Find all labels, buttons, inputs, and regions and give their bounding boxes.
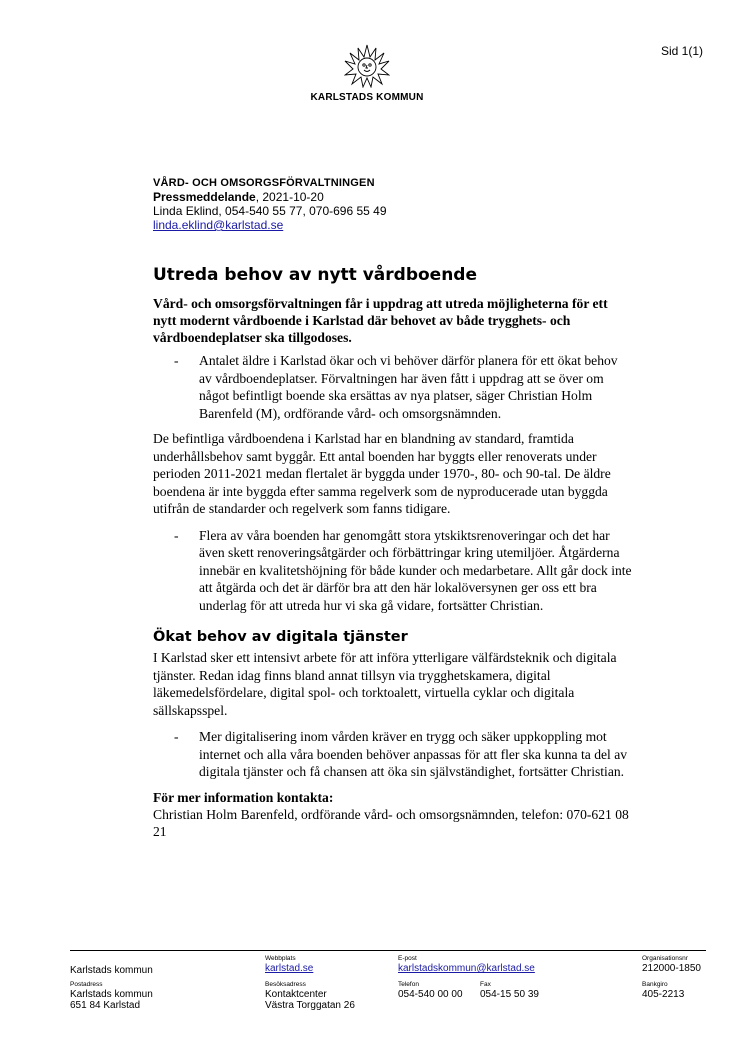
dash-bullet: - bbox=[174, 729, 179, 744]
phone-label: Telefon bbox=[398, 981, 419, 988]
press-date: , 2021-10-20 bbox=[255, 190, 324, 204]
phone-value: 054-540 00 00 bbox=[398, 989, 463, 1000]
logo bbox=[300, 44, 434, 103]
department-name: VÅRD- OCH OMSORGSFÖRVALTNINGEN bbox=[153, 177, 375, 189]
email-link[interactable]: karlstadskommun@karlstad.se bbox=[398, 963, 535, 974]
footer-name-text: Karlstads kommun bbox=[70, 965, 153, 976]
contact-line: Linda Eklind, 054-540 55 77, 070-696 55 49 bbox=[153, 204, 387, 218]
web-link[interactable]: karlstad.se bbox=[265, 963, 314, 974]
orgnr-label: Organisationsnr bbox=[642, 955, 688, 962]
footer-web bbox=[265, 955, 313, 974]
contact-title: För mer information kontakta: bbox=[153, 789, 334, 805]
visit-label: Besöksadress bbox=[265, 981, 306, 988]
footer-visit bbox=[265, 981, 355, 1011]
press-header bbox=[153, 176, 387, 232]
dash-bullet: - bbox=[174, 527, 179, 543]
bankgiro-label: Bankgiro bbox=[642, 981, 668, 988]
sun-face-icon bbox=[344, 44, 390, 88]
contact-email-link[interactable]: linda.eklind@karlstad.se bbox=[153, 218, 284, 232]
quote-3 bbox=[153, 728, 633, 781]
web-label: Webbplats bbox=[265, 955, 296, 962]
body-paragraph-2: I Karlstad sker ett intensivt arbete för att införa ytterligare välfärdsteknik och digitala tjänster. Redan idag finns bland annat tillsyn via trygghetskamera, digital läkemedelsfördelare, digital spol- och torktoalett, virtuella cyklar och digitala sällskapsspel. bbox=[153, 650, 617, 718]
bankgiro-value: 405-2213 bbox=[642, 989, 685, 1000]
visit-line-2: Västra Torggatan 26 bbox=[265, 1000, 355, 1011]
fax-label: Fax bbox=[480, 981, 491, 988]
quote-2-text: Flera av våra boenden har genomgått stora ytskiktsrenoveringar och det har även skett renoveringsåtgärder och förbättringar kring utemiljöer. Åtgärderna innebär en kvalitetshöjning för både kunder och medarbetare. Allt går dock inte att åtgärda och det är därför bra att den här lokalöversynen ger oss ett bra underlag för att utreda hur vi ska gå vidare, fortsätter Christian. bbox=[199, 527, 632, 613]
contact-text: Christian Holm Barenfeld, ordförande vård- och omsorgsnämnden, telefon: 070-621 08 21 bbox=[153, 806, 629, 839]
page-number: Sid 1(1) bbox=[661, 44, 704, 58]
press-line bbox=[153, 190, 387, 204]
article bbox=[153, 264, 633, 841]
postal-line-2: 651 84 Karlstad bbox=[70, 1000, 141, 1011]
subheading: Ökat behov av digitala tjänster bbox=[153, 629, 408, 645]
lead-paragraph: Vård- och omsorgsförvaltningen får i uppdrag att utreda möjligheterna för ett nytt modernt vårdboende i Karlstad där behovet av både trygghets- och vårdboendeplatser ska tillgodoses. bbox=[153, 296, 608, 345]
email-label: E-post bbox=[398, 955, 417, 962]
press-label: Pressmeddelande bbox=[153, 190, 256, 204]
footer-postal bbox=[70, 981, 153, 1011]
org-name: KARLSTADS KOMMUN bbox=[310, 92, 424, 103]
quote-1 bbox=[153, 352, 633, 422]
postal-label: Postadress bbox=[70, 981, 103, 988]
headline: Utreda behov av nytt vårdboende bbox=[153, 265, 477, 285]
footer-name bbox=[70, 965, 153, 976]
footer-email bbox=[398, 955, 535, 974]
footer bbox=[70, 950, 706, 1011]
visit-line-1: Kontaktcenter bbox=[265, 989, 327, 1000]
orgnr-value: 212000-1850 bbox=[642, 963, 701, 974]
postal-line-1: Karlstads kommun bbox=[70, 989, 153, 1000]
quote-1-text: Antalet äldre i Karlstad ökar och vi behöver därför planera för ett ökat behov av vårdboendeplatser. Förvaltningen har även fått i uppdrag att se över om något befintligt boende ska ersättas av nya platser, säger Christian Holm Barenfeld (M), ordförande vård- och omsorgsnämnden. bbox=[199, 353, 618, 421]
footer-phone bbox=[398, 981, 463, 1000]
dash-bullet: - bbox=[174, 353, 179, 368]
contact-block bbox=[153, 789, 633, 841]
footer-fax bbox=[480, 981, 539, 1000]
fax-value: 054-15 50 39 bbox=[480, 989, 539, 1000]
quote-3-text: Mer digitalisering inom vården kräver en trygg och säker uppkoppling mot internet och alla våra boenden behöver anpassas för att fler ska kunna ta del av digitala tjänster och få chansen att öka sin självständighet, fortsätter Christian. bbox=[199, 729, 628, 779]
body-paragraph-1: De befintliga vårdboendena i Karlstad har en blandning av standard, framtida underhållsbehov samt byggår. Ett antal boenden har byggts eller renoverats under perioden 2011-2021 medan flertalet är byggda under 1970-, 80- och 90-tal. De äldre boendena är inte byggda efter samma regelverk som de nyproducerade utan byggda utifrån de standarder och regelverk som fanns tidigare. bbox=[153, 431, 611, 516]
quote-2 bbox=[153, 527, 633, 615]
footer-orgnr bbox=[642, 955, 701, 974]
footer-bankgiro bbox=[642, 981, 684, 1000]
